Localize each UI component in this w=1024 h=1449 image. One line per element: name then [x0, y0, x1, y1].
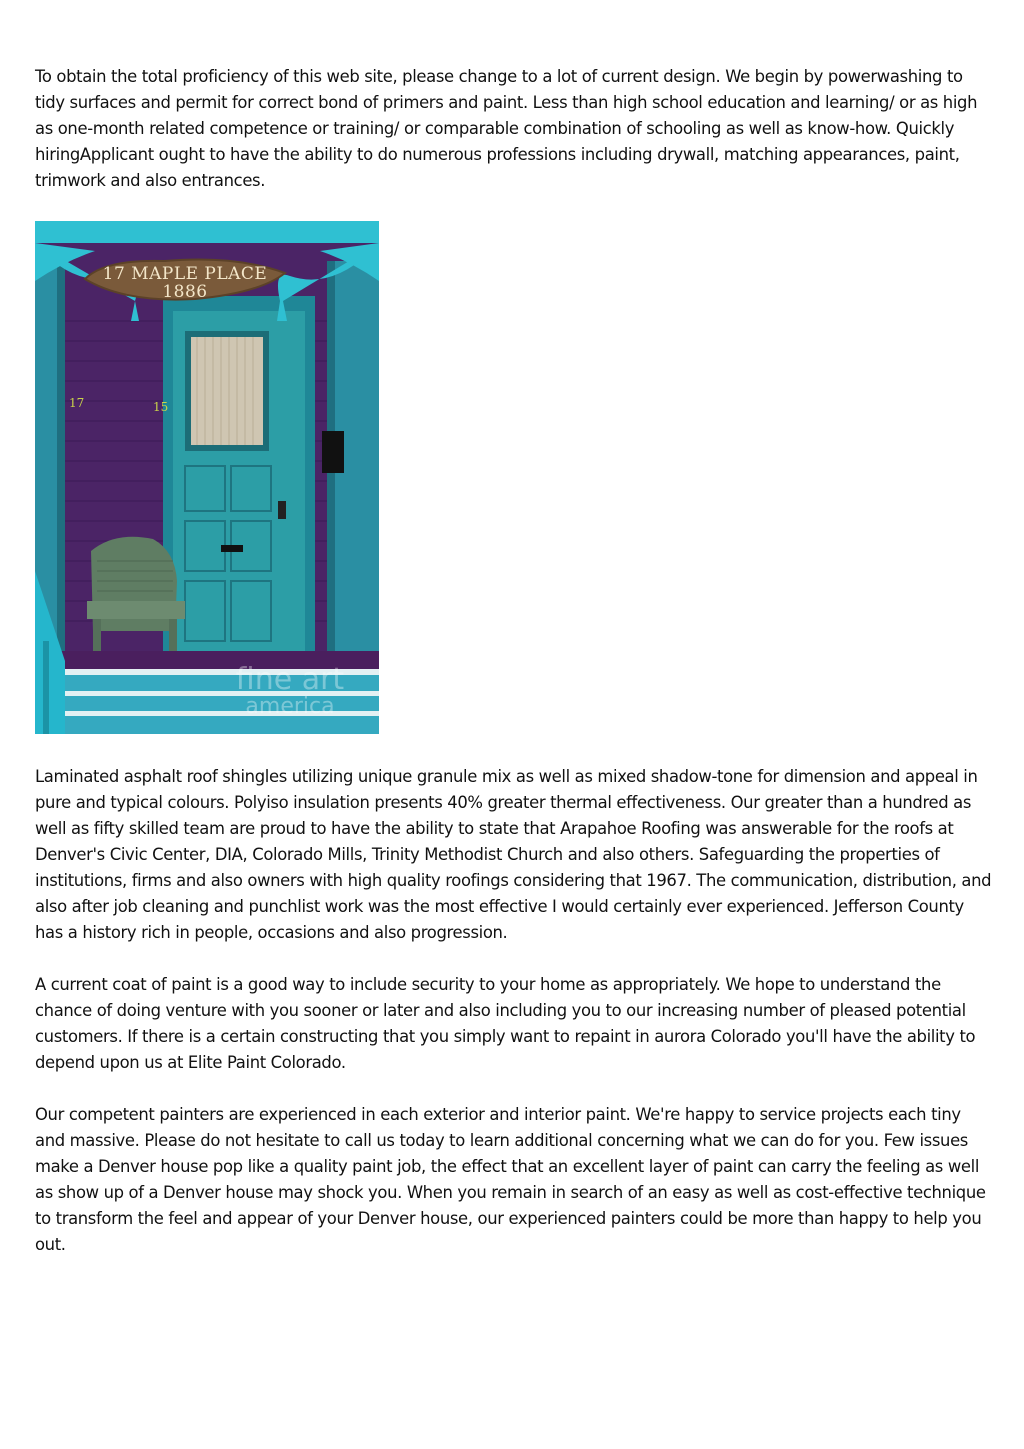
paragraph-intro: To obtain the total proficiency of this web site, please change to a lot of current design. We begin by powerwashing to tidy surfaces and permit for correct bond of primers and paint. Less than high school education and learning/ or as high as one-month related competence or training/ or comparable combination of schooling as well as know-how. Quickly hiringApplicant ought to have the ability to do numerous professions including drywall, matching appearances, paint, trimwork and also entrances.	[35, 67, 978, 190]
watermark-line-1: fine art	[235, 662, 345, 697]
house-number-left: 17	[69, 396, 85, 410]
porch-photo	[35, 221, 379, 734]
watermark-line-2: america	[245, 694, 335, 719]
porch-illustration	[35, 221, 379, 734]
paragraph-paint-coat: A current coat of paint is a good way to include security to your home as appropriately. We hope to understand the chance of doing venture with you sooner or later and also including you to our increasing number of pleased potential customers. If there is a certain constructing that you simply want to repaint in aurora Colorado you'll have the ability to depend upon us at Elite Paint Colorado.	[35, 975, 976, 1072]
sign-line-1: 17 MAPLE PLACE	[102, 264, 268, 284]
house-number-right: 15	[153, 400, 169, 414]
paragraph-roofing: Laminated asphalt roof shingles utilizing unique granule mix as well as mixed shadow-tone for dimension and appeal in pure and typical colours. Polyiso insulation presents 40% greater thermal effectiveness. Our greater than a hundred as well as fifty skilled team are proud to have the ability to state that Arapahoe Roofing was answerable for the roofs at Denver's Civic Center, DIA, Colorado Mills, Trinity Methodist Church and also others. Safeguarding the properties of institutions, firms and also owners with high quality roofings considering that 1967. The communication, distribution, and also after job cleaning and punchlist work was the most effective I would certainly ever experienced. Jefferson County has a history rich in people, occasions and also progression.	[35, 767, 992, 942]
sign-line-2: 1886	[162, 282, 208, 302]
article-body	[35, 64, 995, 1258]
paragraph-painters: Our competent painters are experienced in each exterior and interior paint. We're happy to service projects each tiny and massive. Please do not hesitate to call us today to learn additional concerning what we can do for you. Few issues make a Denver house pop like a quality paint job, the effect that an excellent layer of paint can carry the feeling as well as show up of a Denver house may shock you. When you remain in search of an easy as well as cost-effective technique to transform the feel and appear of your Denver house, our experienced painters could be more than happy to help you out.	[35, 1105, 986, 1254]
